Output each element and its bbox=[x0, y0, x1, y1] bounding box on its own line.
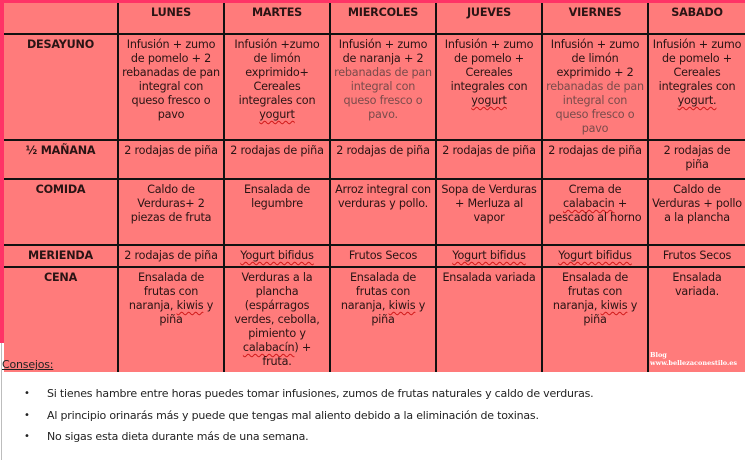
cell-text: Infusión + zumo de pomelo + Cereales integrales con bbox=[444, 38, 534, 93]
tips-list bbox=[2, 383, 742, 448]
cell-cena-sabado bbox=[648, 267, 745, 372]
day-header-lunes: LUNES bbox=[118, 3, 224, 34]
cell-merienda-miercoles: Frutos Secos bbox=[330, 245, 436, 267]
meal-label-comida: COMIDA bbox=[4, 179, 118, 245]
cell-text: Ensalada de frutas con naranja, bbox=[552, 271, 629, 312]
day-header-miercoles: MIERCOLES bbox=[330, 3, 436, 34]
spellcheck-word: kiwis bbox=[388, 299, 416, 312]
cell-text: y piña bbox=[371, 299, 426, 326]
day-header-sabado: SABADO bbox=[648, 3, 745, 34]
cell-text: Ensalada de frutas con naranja, bbox=[340, 271, 417, 312]
bullet-icon: • bbox=[24, 409, 30, 421]
weekly-diet-table bbox=[4, 3, 745, 372]
spellcheck-word: kiwis bbox=[600, 299, 628, 312]
cell-desayuno-jueves bbox=[436, 34, 542, 140]
cell-media-manana-jueves: 2 rodajas de piña bbox=[436, 140, 542, 179]
tip-text: Si tienes hambre entre horas puedes tomar infusiones, zumos de frutas naturales y caldo de verduras. bbox=[47, 387, 594, 400]
cell-media-manana-lunes: 2 rodajas de piña bbox=[118, 140, 224, 179]
meal-label-media-manana: ½ MAÑANA bbox=[4, 140, 118, 179]
cell-text: Ensalada de frutas con naranja, bbox=[128, 271, 205, 312]
spellcheck-word: yogurt bbox=[471, 94, 507, 107]
day-header-martes: MARTES bbox=[224, 3, 330, 34]
cell-comida-viernes bbox=[542, 179, 648, 245]
watermark-url: www.bellezaconestilo.es bbox=[650, 359, 738, 367]
cell-text-grey: rebanadas de pan integral con queso fresco o pavo bbox=[546, 80, 644, 135]
tip-text: Al principio orinarás más y puede que tengas mal aliento debido a la eliminación de toxinas. bbox=[47, 408, 539, 422]
meal-label-merienda: MERIENDA bbox=[4, 245, 118, 267]
cell-cena-miercoles bbox=[330, 267, 436, 372]
table-row-media-manana bbox=[4, 140, 745, 179]
table-row-merienda bbox=[4, 245, 745, 267]
cell-merienda-sabado: Frutos Secos bbox=[648, 245, 745, 267]
cell-comida-jueves: Sopa de Verduras + Merluza al vapor bbox=[436, 179, 542, 245]
meal-label-cena: CENA bbox=[4, 267, 118, 372]
tip-text: No sigas esta dieta durante más de una semana. bbox=[47, 430, 309, 443]
table-row-comida bbox=[4, 179, 745, 245]
cell-comida-martes: Ensalada de legumbre bbox=[224, 179, 330, 245]
cell-merienda-martes bbox=[224, 245, 330, 267]
spellcheck-word: calabacin bbox=[562, 197, 615, 210]
spellcheck-word: yogurt bbox=[259, 108, 295, 121]
cell-merienda-jueves bbox=[436, 245, 542, 267]
list-item bbox=[2, 383, 742, 405]
cell-desayuno-sabado bbox=[648, 34, 745, 140]
cell-media-manana-martes: 2 rodajas de piña bbox=[224, 140, 330, 179]
cell-desayuno-miercoles bbox=[330, 34, 436, 140]
corner-cell bbox=[4, 3, 118, 34]
cell-cena-viernes bbox=[542, 267, 648, 372]
cell-text: Crema de bbox=[568, 183, 622, 196]
cell-text: Infusión +zumo de limón exprimido+ Cereales integrales con bbox=[234, 38, 320, 107]
cell-media-manana-sabado: 2 rodajas de piña bbox=[648, 140, 745, 179]
cell-merienda-viernes bbox=[542, 245, 648, 267]
spellcheck-word: kiwis bbox=[176, 299, 204, 312]
cell-text: Infusión + zumo de limón exprimido + 2 bbox=[550, 38, 640, 79]
spellcheck-word: yogurt. bbox=[677, 94, 717, 107]
header-row bbox=[4, 3, 745, 34]
meal-label-desayuno: DESAYUNO bbox=[4, 34, 118, 140]
cell-text: ) + fruta. bbox=[262, 341, 312, 368]
tips-title: Consejos: bbox=[2, 358, 54, 371]
table-row-cena bbox=[4, 267, 745, 372]
cell-text: Infusión + zumo de naranja + 2 bbox=[338, 38, 428, 65]
cell-text-grey: rebanadas de pan integral con queso fresco o pavo. bbox=[334, 66, 432, 121]
table-row-desayuno bbox=[4, 34, 745, 140]
cell-text: Ensalada variada. bbox=[672, 271, 722, 298]
cell-text: Verduras a la plancha (espárragos verdes, cebolla, pimiento y bbox=[234, 271, 320, 340]
cell-merienda-lunes: 2 rodajas de piña bbox=[118, 245, 224, 267]
watermark-line-1: Blog bbox=[650, 351, 667, 359]
cell-text: Infusión + zumo de pomelo + Cereales integrales con bbox=[652, 38, 742, 93]
cell-cena-lunes bbox=[118, 267, 224, 372]
cell-comida-miercoles: Arroz integral con verduras y pollo. bbox=[330, 179, 436, 245]
cell-desayuno-lunes: Infusión + zumo de pomelo + 2 rebanadas de pan integral con queso fresco o pavo bbox=[118, 34, 224, 140]
spellcheck-word: Yogurt bifidus bbox=[240, 249, 314, 262]
day-header-viernes: VIERNES bbox=[542, 3, 648, 34]
list-item bbox=[2, 405, 742, 427]
cell-cena-jueves: Ensalada variada bbox=[436, 267, 542, 372]
cell-text: + pescado al horno bbox=[548, 197, 642, 224]
spellcheck-word: Yogurt bifidus bbox=[452, 249, 526, 262]
cell-media-manana-miercoles: 2 rodajas de piña bbox=[330, 140, 436, 179]
bullet-icon: • bbox=[24, 431, 30, 442]
cell-media-manana-viernes: 2 rodajas de piña bbox=[542, 140, 648, 179]
tips-section bbox=[2, 358, 742, 448]
cell-desayuno-martes bbox=[224, 34, 330, 140]
spellcheck-word: calabacín bbox=[242, 341, 295, 354]
cell-comida-sabado: Caldo de Verduras + pollo a la plancha bbox=[648, 179, 745, 245]
list-item bbox=[2, 426, 742, 448]
cell-text: y piña bbox=[159, 299, 214, 326]
day-header-jueves: JUEVES bbox=[436, 3, 542, 34]
cell-cena-martes bbox=[224, 267, 330, 372]
cell-comida-lunes: Caldo de Verduras+ 2 piezas de fruta bbox=[118, 179, 224, 245]
cell-text: y piña bbox=[583, 299, 638, 326]
spellcheck-word: Yogurt bifidus bbox=[558, 249, 632, 262]
bullet-icon: • bbox=[24, 388, 30, 399]
cell-desayuno-viernes bbox=[542, 34, 648, 140]
